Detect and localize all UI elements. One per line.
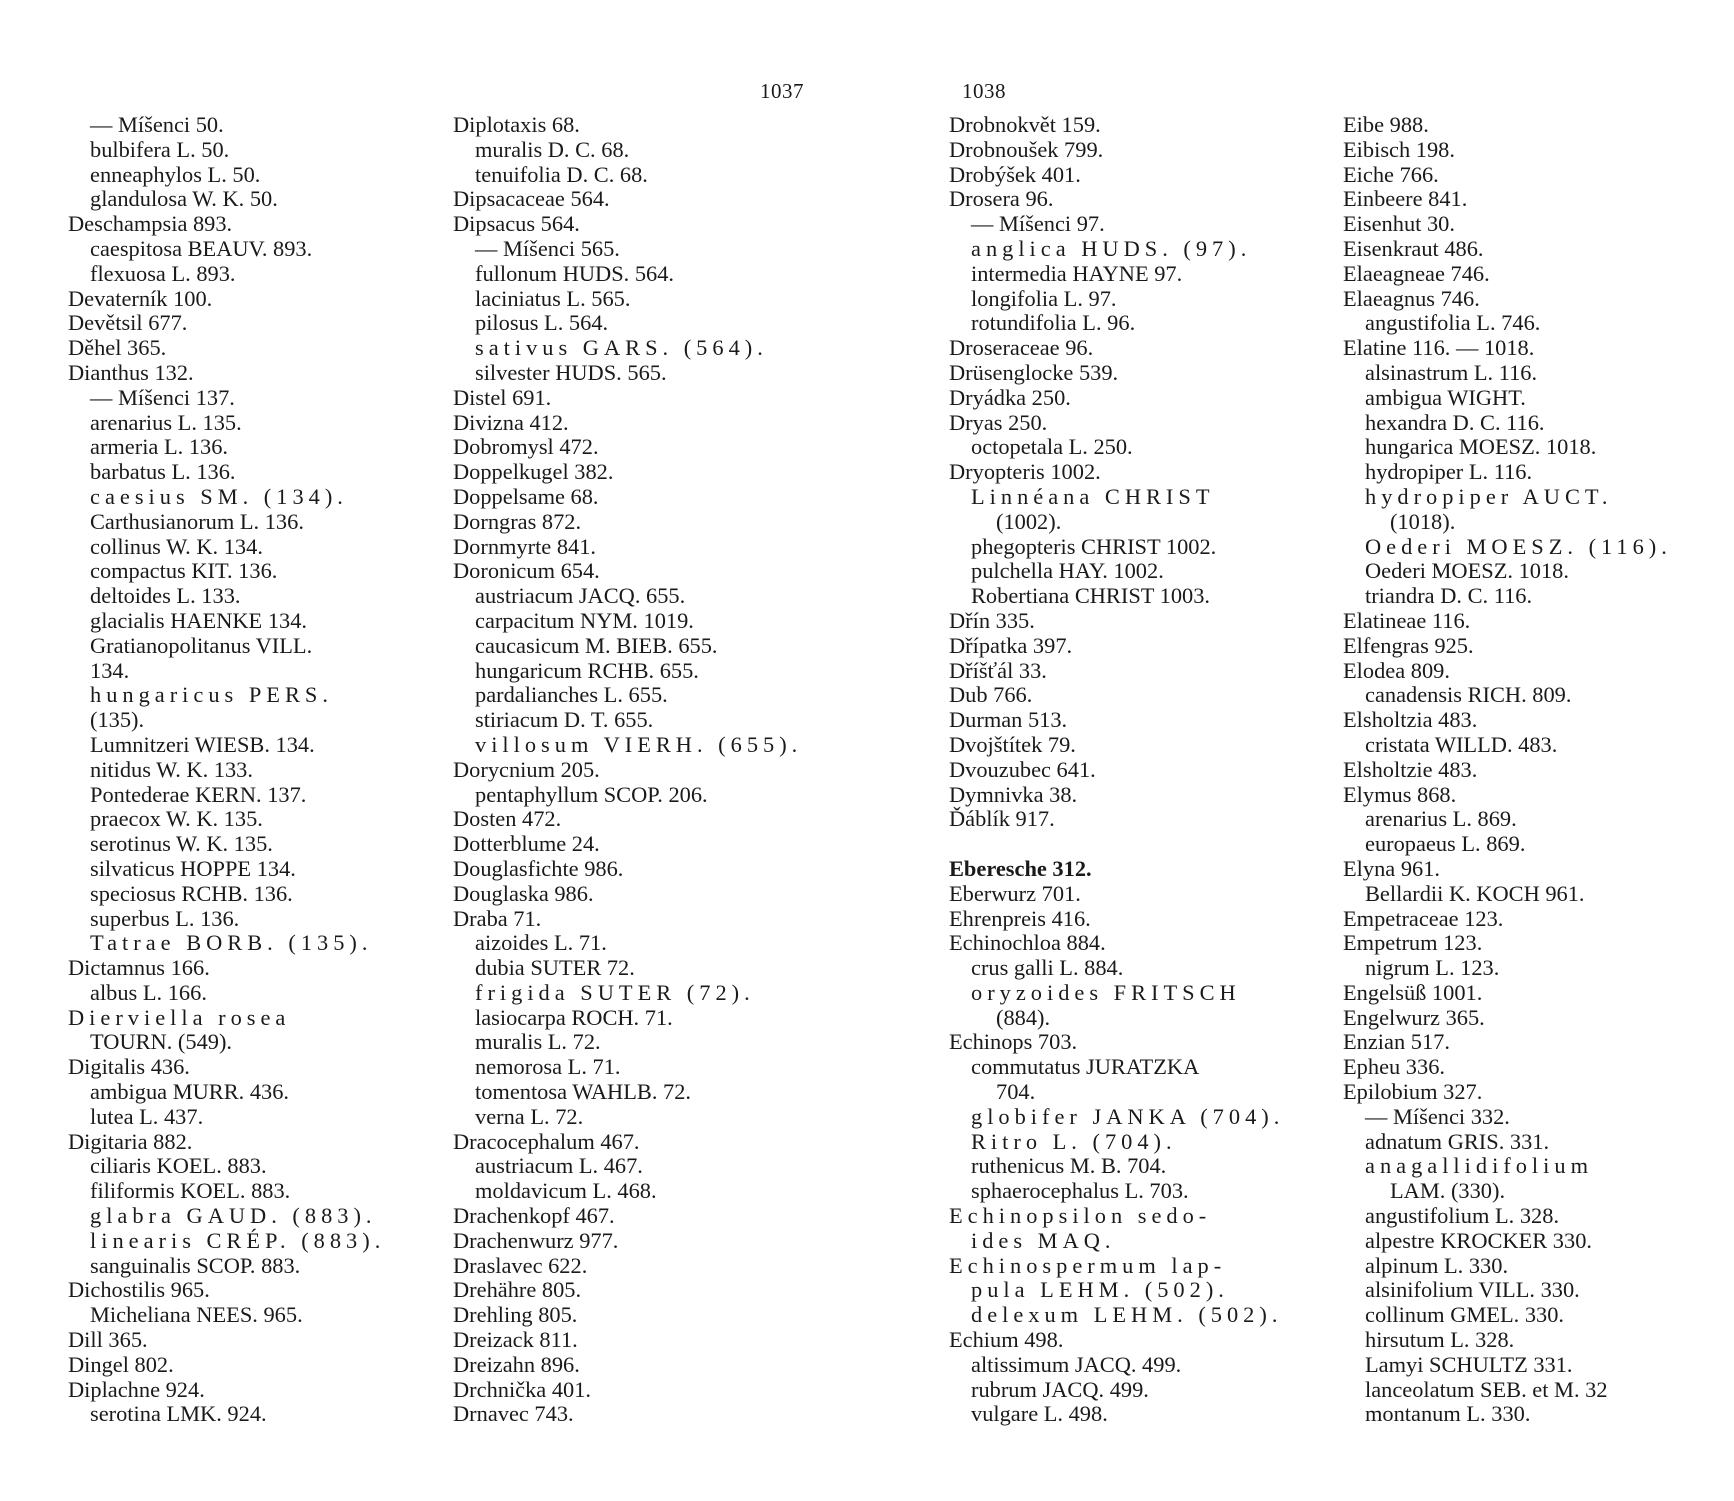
- index-entry: Douglaska 986.: [453, 880, 594, 906]
- index-entry: (1002).: [996, 508, 1062, 534]
- index-entry: caespitosa BEAUV. 893.: [90, 235, 313, 261]
- index-entry: (135).: [90, 707, 145, 733]
- index-entry: Dracocephalum 467.: [453, 1128, 640, 1154]
- index-entry: superbus L. 136.: [90, 905, 240, 931]
- index-entry: muralis D. C. 68.: [475, 136, 630, 162]
- index-entry: Dotterblume 24.: [453, 831, 600, 857]
- index-entry: hydropiper AUCT.: [1365, 483, 1613, 509]
- index-entry: Dipsacaceae 564.: [453, 186, 610, 212]
- index-entry: Dorngras 872.: [453, 508, 582, 534]
- index-column: [949, 113, 1284, 1427]
- index-entry: Engelwurz 365.: [1343, 1004, 1485, 1030]
- index-entry: tenuifolia D. C. 68.: [475, 161, 648, 187]
- right-page: [867, 0, 1734, 1501]
- index-entry: Dreizack 811.: [453, 1327, 578, 1353]
- index-entry: globifer JANKA (704).: [971, 1103, 1285, 1129]
- index-entry: 134.: [90, 657, 130, 683]
- index-entry: Elymus 868.: [1343, 781, 1457, 807]
- index-entry: Elsholtzie 483.: [1343, 756, 1478, 782]
- index-entry: Drachenkopf 467.: [453, 1203, 615, 1229]
- index-entry: Echium 498.: [949, 1327, 1064, 1353]
- index-entry: anglica HUDS. (97).: [971, 235, 1252, 261]
- index-entry: Devaterník 100.: [68, 285, 213, 311]
- index-entry: speciosus RCHB. 136.: [90, 880, 293, 906]
- index-entry: Ehrenpreis 416.: [949, 905, 1091, 931]
- index-entry: Ritro L. (704).: [971, 1128, 1177, 1154]
- index-entry: Dornmyrte 841.: [453, 533, 597, 559]
- index-entry: — Míšenci 332.: [1365, 1103, 1510, 1129]
- index-entry: Devětsil 677.: [68, 310, 188, 336]
- index-entry: Linnéana CHRIST: [971, 483, 1215, 509]
- index-entry: Dianthus 132.: [68, 359, 194, 385]
- index-entry: filiformis KOEL. 883.: [90, 1178, 291, 1204]
- index-entry: Dorycnium 205.: [453, 756, 600, 782]
- index-entry: Drnavec 743.: [453, 1401, 574, 1427]
- index-entry: alsinastrum L. 116.: [1365, 359, 1538, 385]
- index-entry: Draba 71.: [453, 905, 542, 931]
- index-entry: ambigua WIGHT.: [1365, 384, 1526, 410]
- index-entry: delexum LEHM. (502).: [971, 1302, 1283, 1328]
- index-entry: Dichostilis 965.: [68, 1277, 210, 1303]
- index-entry: stiriacum D. T. 655.: [475, 707, 654, 733]
- index-entry: crus galli L. 884.: [971, 955, 1124, 981]
- index-entry: arenarius L. 869.: [1365, 806, 1517, 832]
- index-entry: carpacitum NYM. 1019.: [475, 607, 694, 633]
- index-entry: fullonum HUDS. 564.: [475, 260, 675, 286]
- index-entry: Enzian 517.: [1343, 1029, 1450, 1055]
- index-entry: montanum L. 330.: [1365, 1401, 1531, 1427]
- index-entry: — Míšenci 137.: [90, 384, 235, 410]
- index-entry: Pontederae KERN. 137.: [90, 781, 307, 807]
- index-entry: Dierviella rosea: [68, 1004, 291, 1030]
- index-entry: Empetrum 123.: [1343, 930, 1483, 956]
- index-entry: Dill 365.: [68, 1327, 148, 1353]
- index-entry: Drachenwurz 977.: [453, 1227, 619, 1253]
- index-entry: 704.: [996, 1079, 1036, 1105]
- blank-line: [949, 832, 1284, 857]
- index-entry: arenarius L. 135.: [90, 409, 242, 435]
- index-entry: muralis L. 72.: [475, 1029, 601, 1055]
- index-entry: ambigua MURR. 436.: [90, 1079, 290, 1105]
- index-entry: hexandra D. C. 116.: [1365, 409, 1545, 435]
- index-entry: Eberesche 312.: [949, 855, 1092, 881]
- index-entry: sanguinalis SCOP. 883.: [90, 1252, 301, 1278]
- index-entry: Echinochloa 884.: [949, 930, 1106, 956]
- index-entry: Durman 513.: [949, 707, 1068, 733]
- index-entry: alsinifolium VILL. 330.: [1365, 1277, 1580, 1303]
- index-entry: Dryádka 250.: [949, 384, 1071, 410]
- index-entry: Deschampsia 893.: [68, 211, 233, 237]
- index-entry: pentaphyllum SCOP. 206.: [475, 781, 708, 807]
- index-entry: nitidus W. K. 133.: [90, 756, 253, 782]
- index-entry: Elaeagnus 746.: [1343, 285, 1480, 311]
- index-entry: nemorosa L. 71.: [475, 1054, 621, 1080]
- index-entry: TOURN. (549).: [90, 1029, 233, 1055]
- index-entry: octopetala L. 250.: [971, 434, 1133, 460]
- index-entry: — Míšenci 97.: [971, 211, 1105, 237]
- index-entry: Elfengras 925.: [1343, 632, 1474, 658]
- index-entry: Doronicum 654.: [453, 558, 600, 584]
- index-entry: Elyna 961.: [1343, 855, 1441, 881]
- index-entry: Oederi MOESZ. 1018.: [1365, 558, 1569, 584]
- index-entry: angustifolium L. 328.: [1365, 1203, 1560, 1229]
- index-entry: glandulosa W. K. 50.: [90, 186, 278, 212]
- index-entry: Dřípatka 397.: [949, 632, 1073, 658]
- index-entry: austriacum JACQ. 655.: [475, 583, 686, 609]
- index-column: [453, 113, 802, 1427]
- index-entry: Dříšťál 33.: [949, 657, 1047, 683]
- index-entry: pula LEHM. (502).: [971, 1277, 1229, 1303]
- index-entry: Elsholtzia 483.: [1343, 707, 1478, 733]
- index-entry: Elatine 116. — 1018.: [1343, 335, 1535, 361]
- index-entry: Dreizahn 896.: [453, 1351, 580, 1377]
- index-entry: Eisenhut 30.: [1343, 211, 1455, 237]
- index-entry: Echinops 703.: [949, 1029, 1078, 1055]
- index-entry: laciniatus L. 565.: [475, 285, 631, 311]
- index-entry: glacialis HAENKE 134.: [90, 607, 308, 633]
- index-entry: verna L. 72.: [475, 1103, 584, 1129]
- index-entry: commutatus JURATZKA: [971, 1054, 1200, 1080]
- index-entry: vulgare L. 498.: [971, 1401, 1108, 1427]
- index-entry: (884).: [996, 1004, 1051, 1030]
- index-entry: Lamyi SCHULTZ 331.: [1365, 1351, 1573, 1377]
- index-entry: linearis CRÉP. (883).: [90, 1227, 386, 1253]
- index-entry: sativus GARS. (564).: [475, 335, 768, 361]
- index-entry: pilosus L. 564.: [475, 310, 609, 336]
- index-entry: Draslavec 622.: [453, 1252, 588, 1278]
- index-entry: hungaricus PERS.: [90, 682, 333, 708]
- index-entry: Dvouzubec 641.: [949, 756, 1096, 782]
- index-entry: rubrum JACQ. 499.: [971, 1376, 1149, 1402]
- index-entry: intermedia HAYNE 97.: [971, 260, 1183, 286]
- index-entry: alpestre KROCKER 330.: [1365, 1227, 1592, 1253]
- index-entry: Drobnoušek 799.: [949, 136, 1104, 162]
- index-entry: lanceolatum SEB. et M. 32: [1365, 1376, 1608, 1402]
- index-entry: (1018).: [1390, 508, 1456, 534]
- index-entry: lasiocarpa ROCH. 71.: [475, 1004, 673, 1030]
- index-entry: phegopteris CHRIST 1002.: [971, 533, 1217, 559]
- index-entry: Dosten 472.: [453, 806, 562, 832]
- index-entry: Dryopteris 1002.: [949, 459, 1101, 485]
- index-entry: Dřín 335.: [949, 607, 1035, 633]
- index-entry: hirsutum L. 328.: [1365, 1327, 1515, 1353]
- index-entry: hungarica MOESZ. 1018.: [1365, 434, 1597, 460]
- index-entry: aizoides L. 71.: [475, 930, 607, 956]
- index-entry: Dingel 802.: [68, 1351, 174, 1377]
- index-entry: hydropiper L. 116.: [1365, 459, 1533, 485]
- index-entry: alpinum L. 330.: [1365, 1252, 1509, 1278]
- index-entry: frigida SUTER (72).: [475, 979, 755, 1005]
- index-entry: cristata WILLD. 483.: [1365, 731, 1558, 757]
- index-entry: bulbifera L. 50.: [90, 136, 230, 162]
- index-entry: Micheliana NEES. 965.: [90, 1302, 303, 1328]
- index-entry: Epheu 336.: [1343, 1054, 1445, 1080]
- index-column: [68, 113, 385, 1427]
- index-entry: Empetraceae 123.: [1343, 905, 1504, 931]
- index-entry: LAM. (330).: [1390, 1178, 1506, 1204]
- index-entry: collinum GMEL. 330.: [1365, 1302, 1565, 1328]
- index-entry: angustifolia L. 746.: [1365, 310, 1541, 336]
- index-entry: Engelsüß 1001.: [1343, 979, 1483, 1005]
- index-entry: Bellardii K. KOCH 961.: [1365, 880, 1585, 906]
- index-entry: glabra GAUD. (883).: [90, 1203, 377, 1229]
- index-entry: deltoides L. 133.: [90, 583, 241, 609]
- index-entry: Drobnokvět 159.: [949, 112, 1101, 137]
- index-entry: Oederi MOESZ. (116).: [1365, 533, 1672, 559]
- index-entry: altissimum JACQ. 499.: [971, 1351, 1182, 1377]
- index-entry: barbatus L. 136.: [90, 459, 236, 485]
- index-entry: Drehling 805.: [453, 1302, 578, 1328]
- index-entry: Drchnička 401.: [453, 1376, 592, 1402]
- index-entry: Elatineae 116.: [1343, 607, 1471, 633]
- index-entry: Ďáblík 917.: [949, 806, 1055, 832]
- index-entry: Distel 691.: [453, 384, 552, 410]
- index-entry: albus L. 166.: [90, 979, 207, 1005]
- index-entry: Carthusianorum L. 136.: [90, 508, 304, 534]
- index-entry: ides MAQ.: [971, 1227, 1116, 1253]
- index-entry: Echinospermum lap-: [949, 1252, 1227, 1278]
- index-entry: villosum VIERH. (655).: [475, 731, 803, 757]
- index-entry: lutea L. 437.: [90, 1103, 204, 1129]
- index-entry: nigrum L. 123.: [1365, 955, 1500, 981]
- index-entry: longifolia L. 97.: [971, 285, 1117, 311]
- index-entry: — Míšenci 565.: [475, 235, 620, 261]
- index-entry: anagallidifolium: [1365, 1153, 1593, 1179]
- index-entry: Dvojštítek 79.: [949, 731, 1076, 757]
- index-entry: Eisenkraut 486.: [1343, 235, 1484, 261]
- index-entry: Eibe 988.: [1343, 112, 1429, 137]
- index-entry: hungaricum RCHB. 655.: [475, 657, 699, 683]
- index-entry: Divizna 412.: [453, 409, 569, 435]
- index-entry: Eberwurz 701.: [949, 880, 1081, 906]
- index-entry: tomentosa WAHLB. 72.: [475, 1079, 692, 1105]
- index-entry: pardalianches L. 655.: [475, 682, 668, 708]
- index-entry: ciliaris KOEL. 883.: [90, 1153, 267, 1179]
- index-entry: enneaphylos L. 50.: [90, 161, 261, 187]
- index-entry: Eiche 766.: [1343, 161, 1439, 187]
- page-number: 1037: [760, 79, 804, 103]
- index-entry: Droseraceae 96.: [949, 335, 1094, 361]
- index-entry: Elodea 809.: [1343, 657, 1450, 683]
- index-entry: Lumnitzeri WIESB. 134.: [90, 731, 315, 757]
- index-entry: Diplotaxis 68.: [453, 112, 580, 137]
- index-entry: praecox W. K. 135.: [90, 806, 263, 832]
- index-entry: Drobýšek 401.: [949, 161, 1081, 187]
- index-entry: rotundifolia L. 96.: [971, 310, 1136, 336]
- index-entry: Digitalis 436.: [68, 1054, 190, 1080]
- index-entry: Digitaria 882.: [68, 1128, 193, 1154]
- index-entry: ruthenicus M. B. 704.: [971, 1153, 1167, 1179]
- index-entry: serotina LMK. 924.: [90, 1401, 267, 1427]
- index-entry: Eibisch 198.: [1343, 136, 1455, 162]
- index-entry: adnatum GRIS. 331.: [1365, 1128, 1550, 1154]
- index-entry: Douglasfichte 986.: [453, 855, 624, 881]
- index-entry: triandra D. C. 116.: [1365, 583, 1533, 609]
- index-entry: Tatrae BORB. (135).: [90, 930, 373, 956]
- index-entry: Dymnivka 38.: [949, 781, 1078, 807]
- index-entry: Doppelkugel 382.: [453, 459, 614, 485]
- index-column: [1343, 113, 1672, 1427]
- index-entry: Děhel 365.: [68, 335, 167, 361]
- index-entry: oryzoides FRITSCH: [971, 979, 1241, 1005]
- index-entry: Dipsacus 564.: [453, 211, 580, 237]
- index-entry: Gratianopolitanus VILL.: [90, 632, 313, 658]
- index-entry: Robertiana CHRIST 1003.: [971, 583, 1211, 609]
- index-entry: collinus W. K. 134.: [90, 533, 263, 559]
- index-entry: silvaticus HOPPE 134.: [90, 855, 296, 881]
- index-entry: flexuosa L. 893.: [90, 260, 236, 286]
- index-entry: moldavicum L. 468.: [475, 1178, 657, 1204]
- index-entry: Drosera 96.: [949, 186, 1054, 212]
- index-entry: Einbeere 841.: [1343, 186, 1468, 212]
- index-entry: Dobromysl 472.: [453, 434, 599, 460]
- index-entry: serotinus W. K. 135.: [90, 831, 273, 857]
- index-entry: Epilobium 327.: [1343, 1079, 1483, 1105]
- index-entry: canadensis RICH. 809.: [1365, 682, 1572, 708]
- index-entry: dubia SUTER 72.: [475, 955, 635, 981]
- index-entry: Diplachne 924.: [68, 1376, 205, 1402]
- index-entry: Dictamnus 166.: [68, 955, 210, 981]
- index-entry: armeria L. 136.: [90, 434, 229, 460]
- index-entry: Drehähre 805.: [453, 1277, 582, 1303]
- index-entry: europaeus L. 869.: [1365, 831, 1526, 857]
- index-entry: sphaerocephalus L. 703.: [971, 1178, 1189, 1204]
- index-entry: silvester HUDS. 565.: [475, 359, 667, 385]
- index-entry: caucasicum M. BIEB. 655.: [475, 632, 718, 658]
- index-entry: caesius SM. (134).: [90, 483, 348, 509]
- index-entry: Drüsenglocke 539.: [949, 359, 1119, 385]
- index-entry: Elaeagneae 746.: [1343, 260, 1490, 286]
- index-entry: Echinopsilon sedo-: [949, 1203, 1212, 1229]
- index-entry: Dub 766.: [949, 682, 1033, 708]
- index-entry: Doppelsame 68.: [453, 483, 599, 509]
- index-entry: pulchella HAY. 1002.: [971, 558, 1164, 584]
- index-entry: Dryas 250.: [949, 409, 1048, 435]
- index-entry: austriacum L. 467.: [475, 1153, 643, 1179]
- index-entry: — Míšenci 50.: [90, 112, 224, 137]
- page-number: 1038: [962, 79, 1006, 103]
- index-entry: compactus KIT. 136.: [90, 558, 278, 584]
